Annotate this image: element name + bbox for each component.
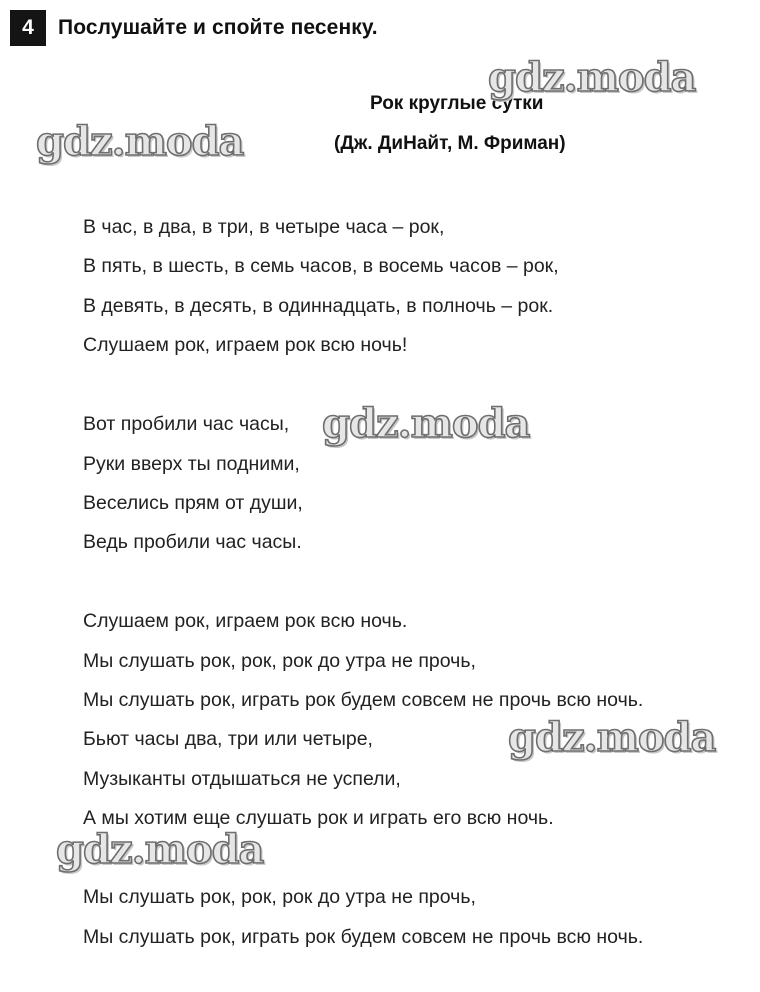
- lyric-line: Мы слушать рок, рок, рок до утра не прочь,: [83, 649, 476, 672]
- stanza-2: [83, 405, 753, 563]
- song-title: Рок круглые сутки: [370, 93, 544, 114]
- lyric-line: Слушаем рок, играем рок всю ночь.: [83, 610, 408, 633]
- lyric-line: Ведь пробили час часы.: [83, 531, 302, 554]
- song-authors: (Дж. ДиНайт, М. Фриман): [334, 133, 566, 154]
- task-instruction: Послушайте и спойте песенку.: [58, 16, 378, 39]
- lyric-line: Бьют часы два, три или четыре,: [83, 728, 373, 751]
- stanza-3: [83, 602, 753, 838]
- watermark: gdz.moda: [322, 400, 530, 447]
- lyric-line: Вот пробили час часы,: [83, 413, 290, 436]
- song-lyrics: [83, 208, 753, 957]
- task-number-badge: 4: [10, 10, 46, 46]
- watermark: gdz.moda: [488, 54, 696, 101]
- watermark: gdz.moda: [508, 714, 716, 761]
- lyric-line: Руки вверх ты подними,: [83, 452, 300, 475]
- lyric-line: А мы хотим еще слушать рок и играть его всю ночь.: [83, 807, 554, 830]
- lyric-line: В час, в два, в три, в четыре часа – рок,: [83, 216, 445, 238]
- lyric-line: В пять, в шесть, в семь часов, в восемь часов – рок,: [83, 255, 559, 278]
- task-header: [10, 10, 378, 46]
- lyric-line: Веселись прям от души,: [83, 491, 303, 514]
- lyric-line: Мы слушать рок, играть рок будем совсем не прочь всю ночь.: [83, 925, 644, 948]
- stanza-1: [83, 208, 753, 366]
- lyric-line: Мы слушать рок, рок, рок до утра не прочь,: [83, 886, 476, 909]
- lyric-line: Мы слушать рок, играть рок будем совсем не прочь всю ночь.: [83, 689, 644, 712]
- lyric-line: В девять, в десять, в одиннадцать, в полночь – рок.: [83, 294, 554, 317]
- lyric-line: Слушаем рок, играем рок всю ночь!: [83, 334, 408, 357]
- stanza-4: [83, 878, 753, 957]
- lyric-line: Музыканты отдышаться не успели,: [83, 767, 401, 790]
- watermark: gdz.moda: [36, 118, 244, 165]
- watermark: gdz.moda: [56, 826, 264, 873]
